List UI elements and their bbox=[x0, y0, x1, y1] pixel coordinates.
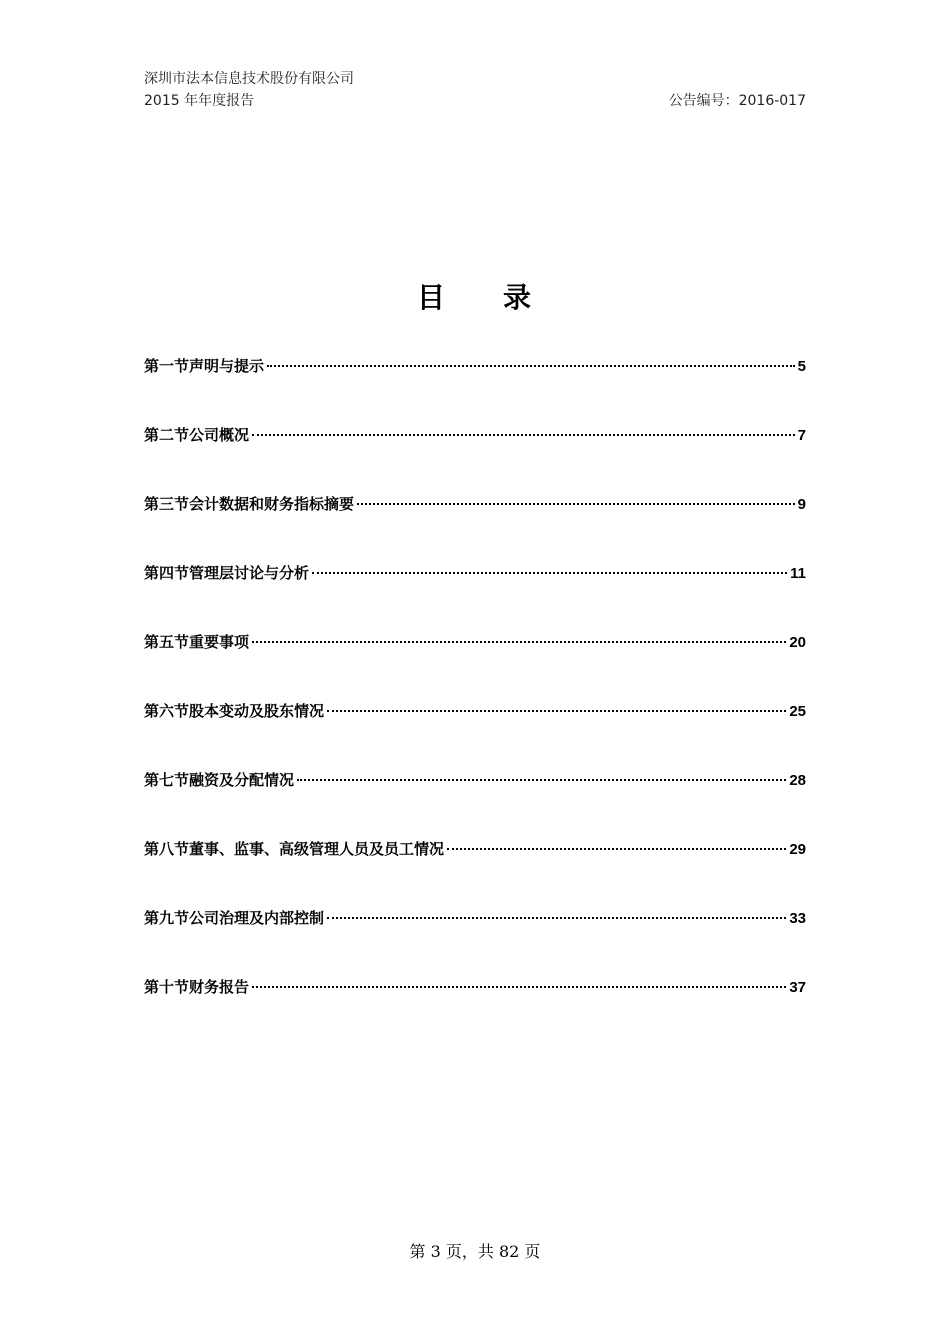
page-header bbox=[144, 68, 806, 112]
toc-entry-label: 第四节管理层讨论与分析 bbox=[144, 564, 310, 582]
toc-entry-page: 37 bbox=[789, 979, 806, 996]
dot-leader bbox=[447, 848, 786, 850]
toc-entry-label: 第八节董事、监事、高级管理人员及员工情况 bbox=[144, 840, 445, 858]
toc-entry[interactable] bbox=[144, 630, 806, 699]
toc-entry[interactable] bbox=[144, 837, 806, 906]
toc-entry[interactable] bbox=[144, 423, 806, 492]
notice-number: 公告编号：2016-017 bbox=[668, 93, 806, 109]
toc-entry-page: 11 bbox=[790, 565, 806, 582]
toc-entry[interactable] bbox=[144, 492, 806, 561]
toc-entry[interactable] bbox=[144, 561, 806, 630]
dot-leader bbox=[327, 917, 786, 919]
toc-entry-page: 5 bbox=[797, 358, 806, 375]
toc-entry-page: 25 bbox=[789, 703, 806, 720]
toc-title bbox=[0, 278, 950, 318]
toc-entry-label: 第六节股本变动及股东情况 bbox=[144, 702, 325, 720]
toc-entry-label: 第七节融资及分配情况 bbox=[144, 771, 295, 789]
dot-leader bbox=[357, 503, 795, 505]
toc-entry-label: 第九节公司治理及内部控制 bbox=[144, 909, 325, 927]
toc-entry-page: 7 bbox=[797, 427, 806, 444]
dot-leader bbox=[252, 641, 786, 643]
toc-entry-label: 第五节重要事项 bbox=[144, 633, 250, 651]
toc-entry-page: 29 bbox=[789, 841, 806, 858]
dot-leader bbox=[267, 365, 795, 367]
toc-entry-page: 9 bbox=[797, 496, 806, 513]
toc-entry-page: 28 bbox=[789, 772, 806, 789]
toc-entry-label: 第十节财务报告 bbox=[144, 978, 250, 996]
toc-entry-page: 20 bbox=[789, 634, 806, 651]
page-indicator: 第 3 页，共 82 页 bbox=[409, 1242, 541, 1261]
toc-entry-label: 第一节声明与提示 bbox=[144, 357, 265, 375]
toc-entry-label: 第二节公司概况 bbox=[144, 426, 250, 444]
dot-leader bbox=[312, 572, 787, 574]
toc-entry-label: 第三节会计数据和财务指标摘要 bbox=[144, 495, 355, 513]
table-of-contents bbox=[144, 354, 806, 1044]
toc-entry[interactable] bbox=[144, 906, 806, 975]
page-footer bbox=[0, 1240, 950, 1264]
toc-title-right: 录 bbox=[503, 281, 534, 314]
dot-leader bbox=[327, 710, 786, 712]
report-title: 2015 年年度报告 bbox=[144, 93, 255, 109]
toc-title-left: 目 bbox=[416, 281, 447, 314]
dot-leader bbox=[252, 986, 786, 988]
toc-entry-page: 33 bbox=[789, 910, 806, 927]
dot-leader bbox=[252, 434, 795, 436]
header-row bbox=[144, 90, 806, 112]
toc-entry[interactable] bbox=[144, 768, 806, 837]
toc-entry[interactable] bbox=[144, 699, 806, 768]
dot-leader bbox=[297, 779, 786, 781]
toc-entry[interactable] bbox=[144, 975, 806, 1044]
company-name: 深圳市法本信息技术股份有限公司 bbox=[144, 71, 354, 87]
toc-entry[interactable] bbox=[144, 354, 806, 423]
